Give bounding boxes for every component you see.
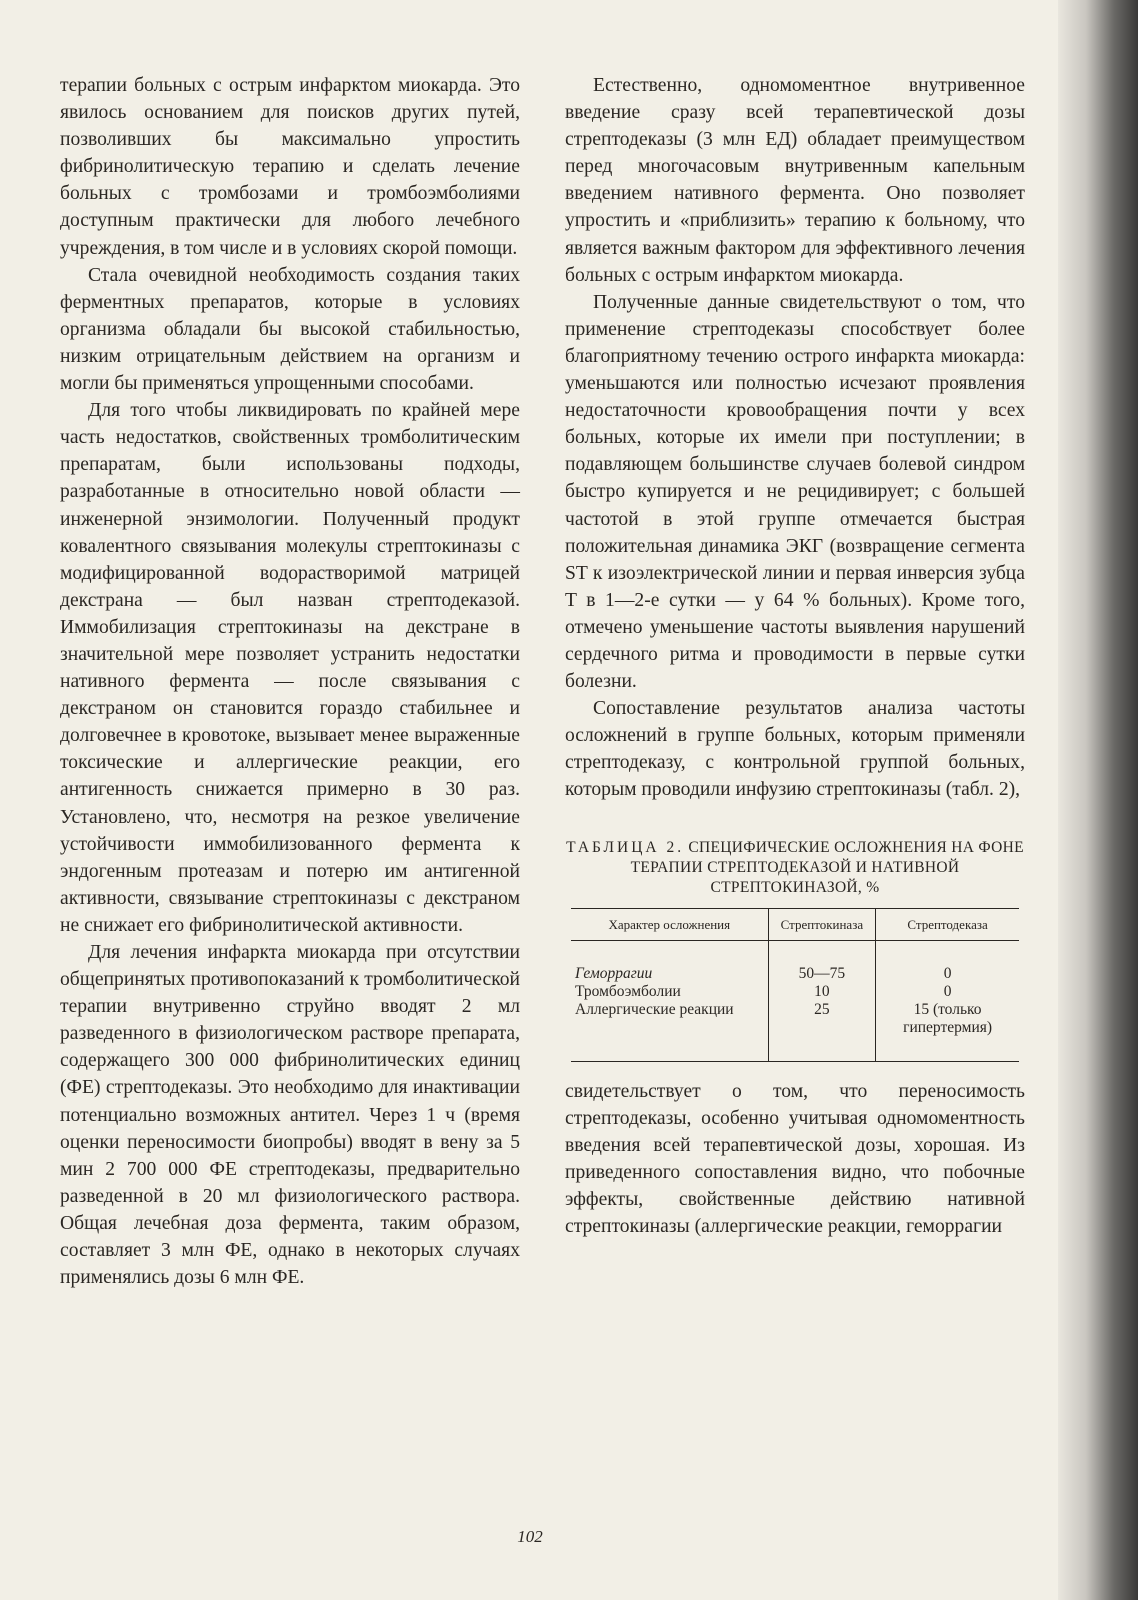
table-caption: СПЕЦИФИЧЕСКИЕ ОСЛОЖНЕНИЯ НА ФОНЕ ТЕРАПИИ СТРЕПТОДЕКАЗОЙ И НАТИВНОЙ СТРЕПТОКИНАЗОЙ, % [630, 838, 1024, 896]
paragraph: Сопоставление результатов анализа частоты осложнений в группе больных, которым применяли стрептодеказу, с контрольной группой больных, которым проводили инфузию стрептокиназы (табл. 2), [565, 698, 1025, 801]
table-cell: Тромбоэмболии [575, 982, 681, 1000]
right-text-column [565, 72, 1025, 1240]
page-number: 102 [517, 1527, 543, 1546]
table-cell: 15 (только гипертермия) [876, 1001, 1019, 1062]
complications-table [571, 908, 1019, 1062]
paragraph: Для того чтобы ликвидировать по крайней мере часть недостатков, свойственных тромболитическим препаратам, были использованы подходы, разработанные в относительно новой области — инженерной энзимологии. Полученный продукт ковалентного связывания молекулы стрептокиназы с модифицированной водорастворимой матрицей декстрана — был назван стрептодеказой. Иммобилизация стрептокиназы на декстране в значительной мере позволяет устранить недостатки нативного фермента — после связывания с декстраном он становится гораздо стабильнее и долговечнее в кровотоке, вызывает менее выраженные токсические и аллергические реакции, его антигенность снижается примерно в 30 раз. Установлено, что, несмотря на резкое увеличение устойчивости иммобилизованного фермента к эндогенным протеазам и потерю им антигенной активности, связывание стрептокиназы с декстраном не снижает его фибринолитической активности. [60, 400, 520, 936]
left-text-column [60, 72, 520, 1291]
table-cell: 0 [876, 983, 1019, 1001]
table-cell: 10 [768, 983, 876, 1001]
table-header-row [571, 908, 1019, 940]
paragraph: Естественно, одномоментное внутривенное введение сразу всей терапевтической дозы стрептодеказы (3 млн ЕД) обладает преимуществом перед многочасовым внутривенным капельным введением нативного фермента. Оно позволяет упростить и «приблизить» терапию к больному, что является важным фактором для эффективного лечения больных с острым инфарктом миокарда. [565, 75, 1025, 286]
paragraph: терапии больных с острым инфарктом миокарда. Это явилось основанием для поисков других путей, позволивших бы максимально упростить фибринолитическую терапию и сделать лечение больных с тромбозами и тромбоэмболиями доступным практически для любого лечебного учреждения, в том числе и в условиях скорой помощи. [60, 75, 520, 259]
table-cell: 50—75 [768, 940, 876, 983]
paragraph: Для лечения инфаркта миокарда при отсутствии общепринятых противопоказаний к тромболитической терапии внутривенно струйно вводят 2 мл разведенного в физиологическом растворе препарата, содержащего 300 000 фибринолитических единиц (ФЕ) стрептодеказы. Это необходимо для инактивации потенциально возможных антител. Через 1 ч (время оценки переносимости биопробы) вводят в вену за 5 мин 2 700 000 ФЕ стрептодеказы, предварительно разведенной в 20 мл физиологического раствора. Общая лечебная доза фермента, таким образом, составляет 3 млн ФЕ, однако в некоторых случаях применялись дозы 6 млн ФЕ. [60, 942, 520, 1289]
table-cell: Аллергические реакции [575, 1000, 734, 1018]
page-binding-shadow [1058, 0, 1138, 1600]
table-title [565, 838, 1025, 898]
paragraph: Стала очевидной необходимость создания таких ферментных препаратов, которые в условиях организма обладали бы высокой стабильностью, низким отрицательным действием на организм и могли бы применяться упрощенными способами. [60, 264, 520, 395]
table-label: ТАБЛИЦА 2. [566, 838, 685, 856]
table-cell: 0 [876, 940, 1019, 983]
paragraph: свидетельствует о том, что переносимость стрептодеказы, особенно учитывая одномоментность введения всей терапевтической дозы, хорошая. Из приведенного сопоставления видно, что побочные эффекты, свойственные действию нативной стрептокиназы (аллергические реакции, геморрагии [565, 1080, 1025, 1237]
table-row [571, 940, 1019, 983]
table-row [571, 983, 1019, 1001]
column-header: Характер осложнения [571, 908, 768, 940]
column-header: Стрептодеказа [876, 908, 1019, 940]
table-cell: 25 [768, 1001, 876, 1062]
column-header: Стрептокиназа [768, 908, 876, 940]
table-row [571, 1001, 1019, 1062]
table-cell: Геморрагии [575, 964, 653, 982]
paragraph: Полученные данные свидетельствуют о том, что применение стрептодеказы способствует более благоприятному течению острого инфаркта миокарда: уменьшаются или полностью исчезают проявления недостаточности кровообращения почти у всех больных, которые их имели при поступлении; в подавляющем большинстве случаев болевой синдром быстро купируется и не рецидивирует; с большей частотой в этой группе отмечается быстрая положительная динамика ЭКГ (возвращение сегмента ST к изоэлектрической линии и первая инверсия зубца T в 1—2-е сутки — у 64 % больных). Кроме того, отмечено уменьшение частоты выявления нарушений сердечного ритма и проводимости в первые сутки болезни. [565, 291, 1025, 693]
